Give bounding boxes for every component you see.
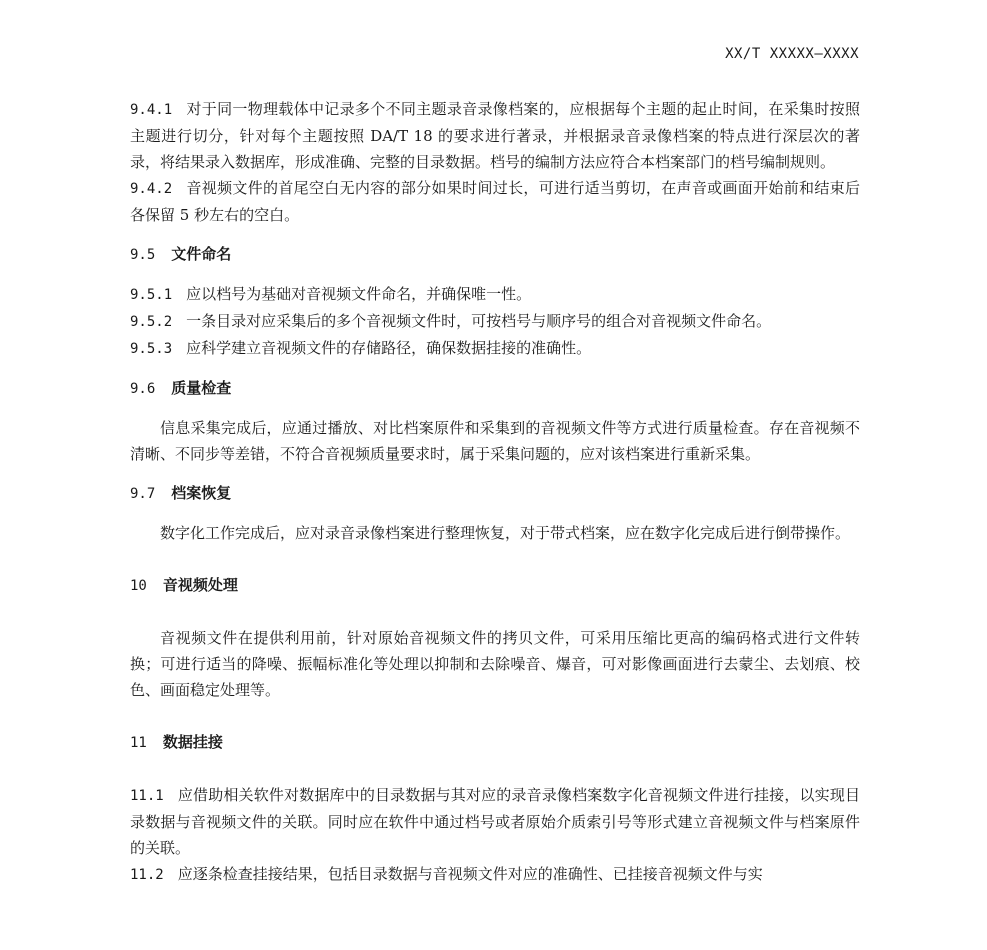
- section-title: 档案恢复: [171, 484, 232, 502]
- clause-9-4-1: [130, 96, 860, 175]
- clause-11-2: [130, 861, 860, 888]
- section-title: 文件命名: [171, 245, 232, 263]
- clause-number: 9.5.2: [130, 314, 173, 330]
- chapter-title: 数据挂接: [162, 733, 223, 751]
- clause-number: 11.1: [130, 788, 164, 804]
- clause-9-5-3: [130, 335, 860, 362]
- section-title: 质量检查: [171, 379, 232, 397]
- section-heading-9-5: [130, 241, 860, 268]
- clause-text: 一条目录对应采集后的多个音视频文件时，可按档号与顺序号的组合对音视频文件命名。: [186, 312, 772, 330]
- clause-9-5-1: [130, 281, 860, 308]
- document-code-header: XX/T XXXXX—XXXX: [725, 46, 859, 62]
- section-heading-9-6: [130, 375, 860, 402]
- clause-9-4-2: [130, 175, 860, 228]
- section-number: 9.7: [130, 486, 156, 502]
- clause-text: 音视频文件的首尾空白无内容的部分如果时间过长，可进行适当剪切，在声音或画面开始前和结束后各保留 5 秒左右的空白。: [130, 179, 860, 224]
- section-number: 9.6: [130, 381, 156, 397]
- clause-text: 应科学建立音视频文件的存储路径，确保数据挂接的准确性。: [186, 339, 592, 357]
- chapter-number: 11: [130, 735, 147, 751]
- section-heading-9-7: [130, 480, 860, 507]
- clause-9-5-2: [130, 308, 860, 335]
- clause-number: 11.2: [130, 867, 164, 883]
- clause-text: 对于同一物理载体中记录多个不同主题录音录像档案的，应根据每个主题的起止时间，在采集时按照主题进行切分，针对每个主题按照 DA/T 18 的要求进行著录，并根据录音录像档案的特点进行深层次的著录，将结果录入数据库，形成准确、完整的目录数据。档号的编制方法应符合本档案部门的档号编制规则。: [130, 100, 860, 171]
- clause-number: 9.5.1: [130, 287, 173, 303]
- section-paragraph-9-7: 数字化工作完成后，应对录音录像档案进行整理恢复，对于带式档案，应在数字化完成后进行倒带操作。: [160, 524, 851, 542]
- chapter-heading-10: [130, 572, 860, 599]
- clause-number: 9.5.3: [130, 341, 173, 357]
- section-paragraph-9-6: 信息采集完成后，应通过播放、对比档案原件和采集到的音视频文件等方式进行质量检查。存在音视频不清晰、不同步等差错，不符合音视频质量要求时，属于采集问题的，应对该档案进行重新采集。: [130, 419, 860, 463]
- clause-text: 应以档号为基础对音视频文件命名，并确保唯一性。: [186, 285, 532, 303]
- document-body: [130, 96, 860, 888]
- clause-number: 9.4.1: [130, 102, 173, 118]
- clause-text: 应逐条检查挂接结果，包括目录数据与音视频文件对应的准确性、已挂接音视频文件与实: [177, 865, 763, 883]
- section-number: 9.5: [130, 247, 156, 263]
- chapter-title: 音视频处理: [162, 576, 238, 594]
- chapter-number: 10: [130, 578, 147, 594]
- clause-number: 9.4.2: [130, 181, 173, 197]
- chapter-paragraph-10: 音视频文件在提供利用前，针对原始音视频文件的拷贝文件，可采用压缩比更高的编码格式进行文件转换；可进行适当的降噪、振幅标准化等处理以抑制和去除噪音、爆音，可对影像画面进行去蒙尘、去划痕、校色、画面稳定处理等。: [130, 629, 860, 699]
- clause-11-1: [130, 782, 860, 861]
- clause-text: 应借助相关软件对数据库中的目录数据与其对应的录音录像档案数字化音视频文件进行挂接，以实现目录数据与音视频文件的关联。同时应在软件中通过档号或者原始介质索引号等形式建立音视频文件与档案原件的关联。: [130, 786, 860, 857]
- chapter-heading-11: [130, 729, 860, 756]
